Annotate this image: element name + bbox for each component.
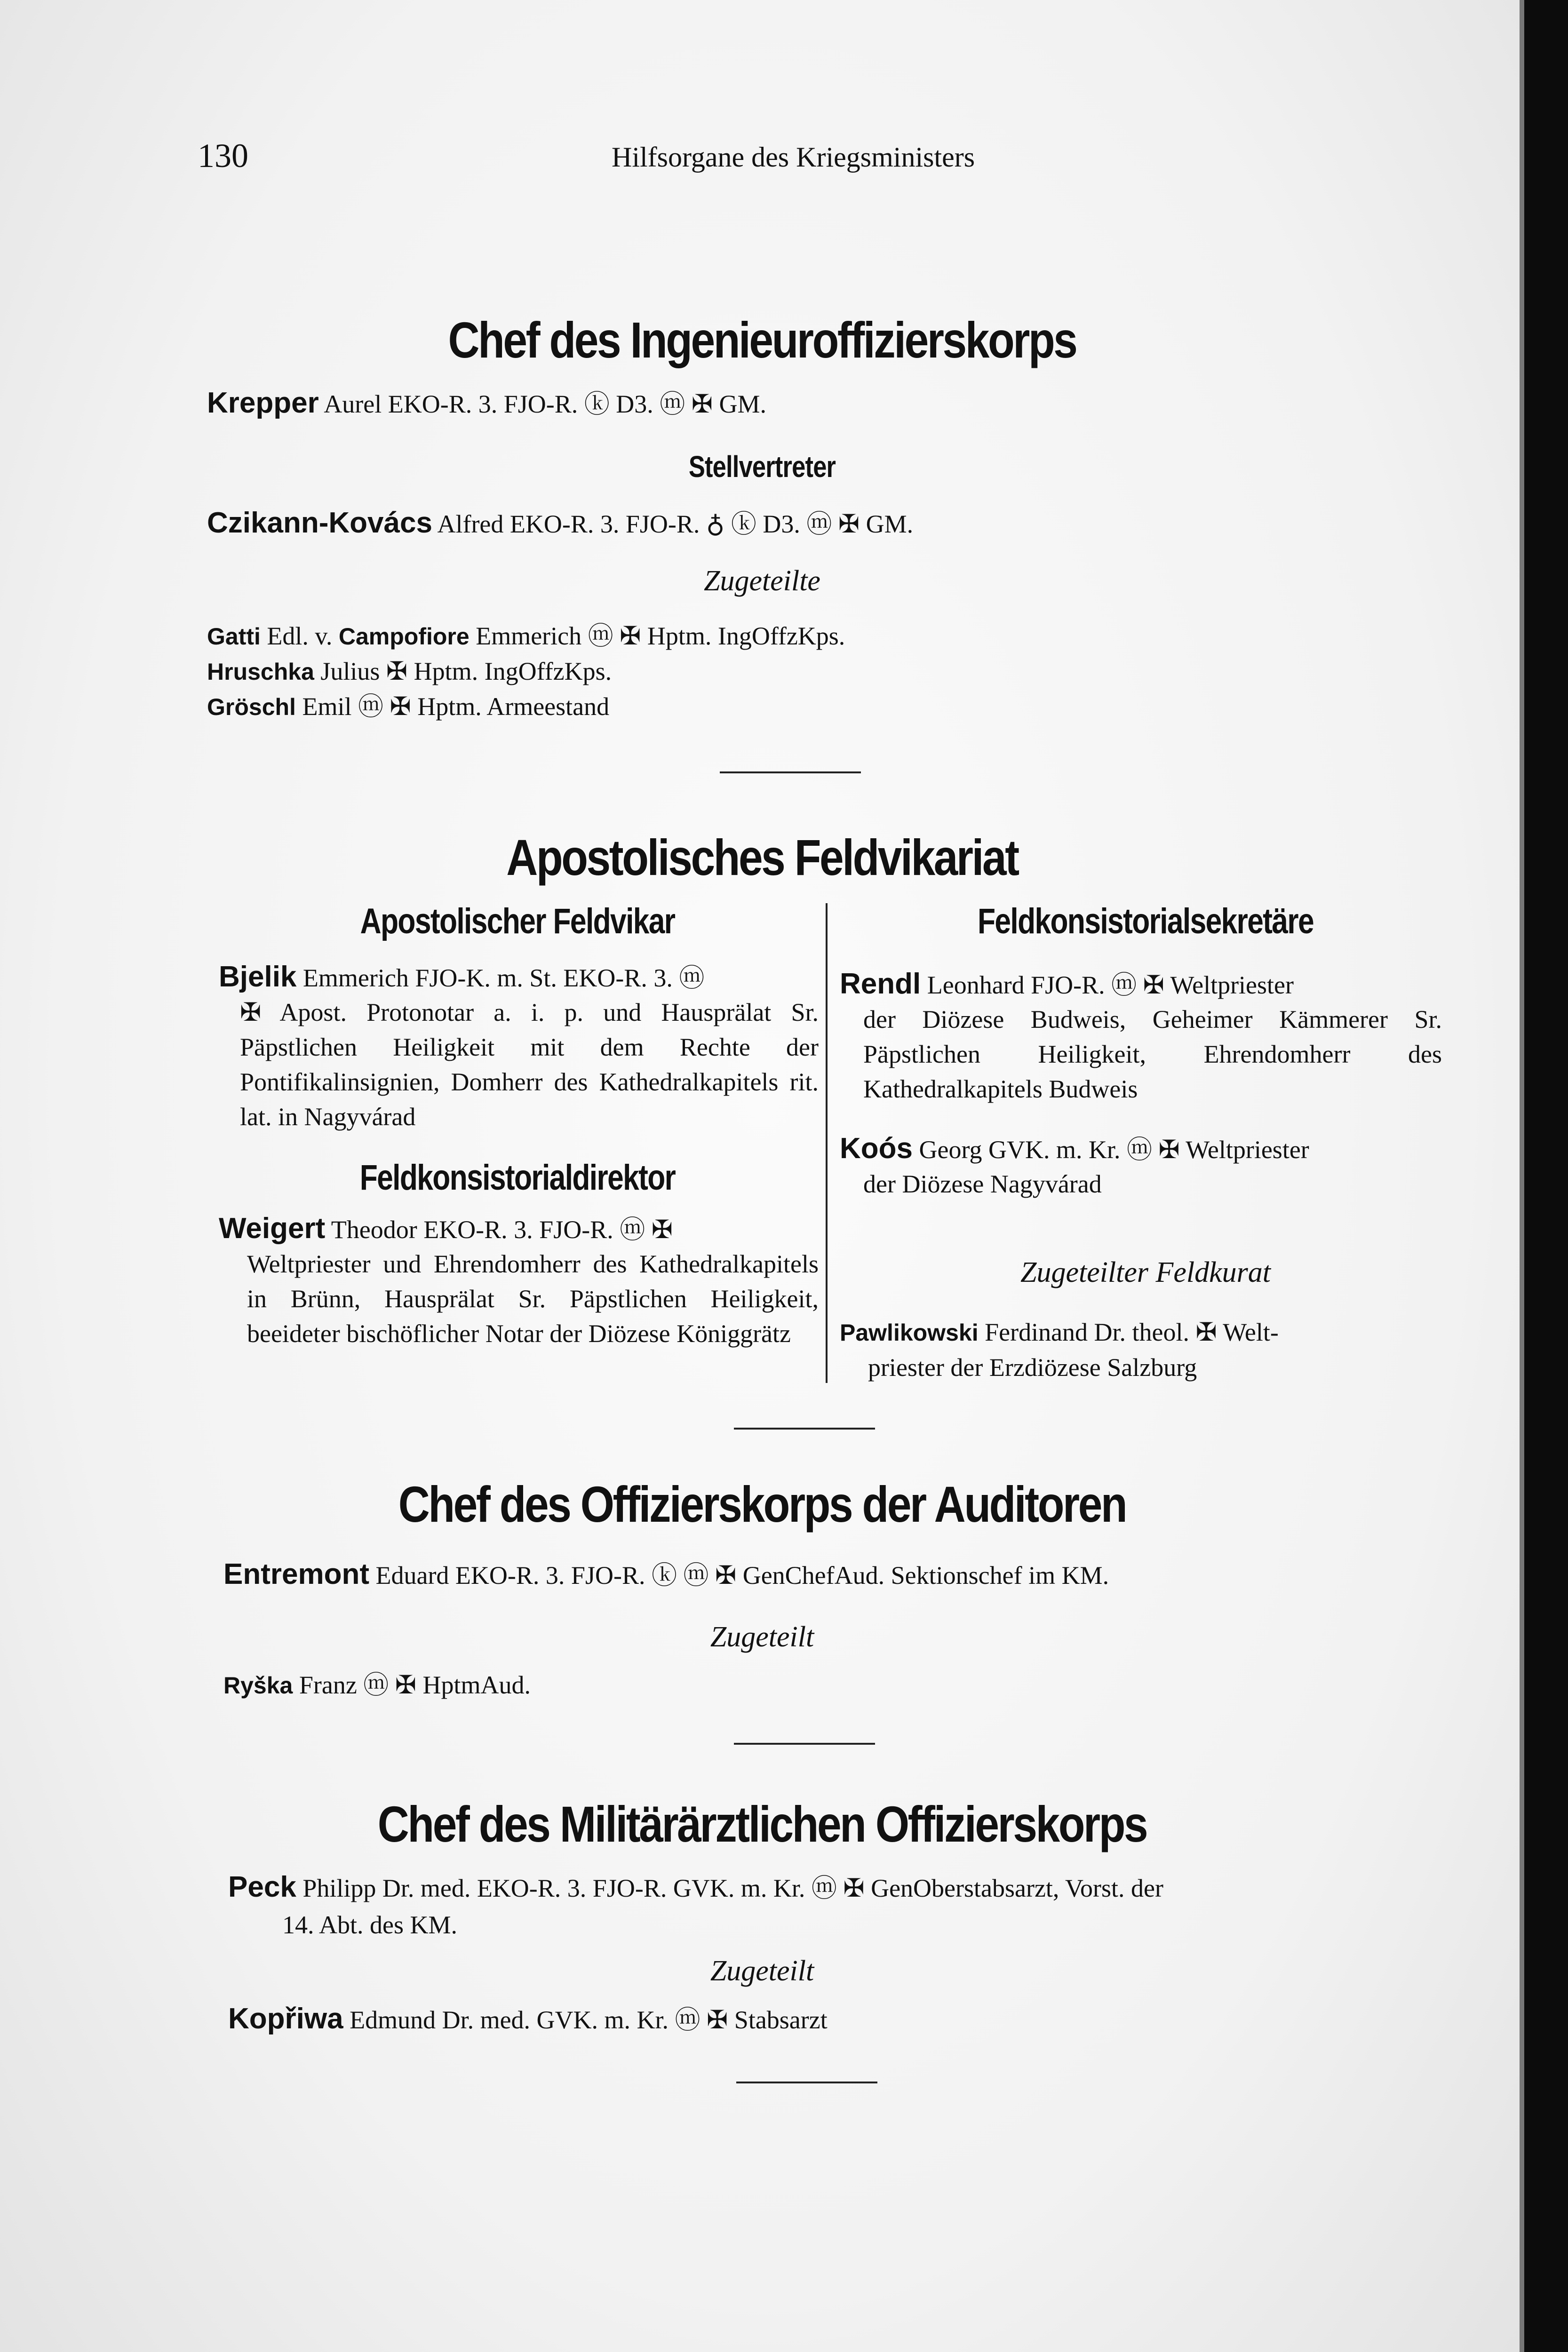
- surname: Gröschl: [207, 694, 296, 720]
- entry-koos: [840, 1131, 1309, 1167]
- entry-peck: [228, 1870, 1163, 1906]
- surname: Peck: [228, 1871, 296, 1903]
- section-title-ingenieur: Chef des Ingenieuroffizierskorps: [448, 311, 1076, 368]
- surname: Krepper: [207, 387, 319, 419]
- heading-zugeteilte: Zugeteilte: [704, 565, 820, 597]
- surname: Rendl: [840, 968, 921, 1000]
- heading-zugeteilt-auditoren: Zugeteilt: [710, 1621, 814, 1653]
- entry-details: Georg GVK. m. Kr. ⓜ ✠ Weltpriester: [919, 1136, 1309, 1164]
- entry-hruschka: [207, 654, 612, 689]
- surname: Czikann-Kovács: [207, 507, 432, 539]
- heading-zugeteilt-aerzte: Zugeteilt: [710, 1955, 814, 1987]
- surname: Weigert: [219, 1212, 326, 1245]
- entry-bjelik: [219, 960, 704, 995]
- scan-edge: [1524, 0, 1568, 2352]
- entry-ryska: [223, 1668, 531, 1703]
- entry-czikann-kovacs: [207, 506, 913, 541]
- weigert-description: Weltpriester und Ehrendomherr des Kathedralkapitels in Brünn, Hausprälat Sr. Päpstlichen Heiligkeit, beeideter bischöflicher Notar der Diözese Königgrätz: [247, 1250, 819, 1348]
- divider: [734, 1428, 875, 1430]
- entry-kopriwa: [228, 2002, 828, 2037]
- running-title: Hilfsorgane des Kriegsministers: [612, 142, 975, 173]
- entry-details: Franz ⓜ ✠ HptmAud.: [299, 1671, 531, 1699]
- entry-details: Theodor EKO-R. 3. FJO-R. ⓜ ✠: [331, 1216, 673, 1244]
- surname: Bjelik: [219, 961, 297, 993]
- rendl-description: der Diözese Budweis, Geheimer Kämmerer Sr. Päpstlichen Heiligkeit, Ehrendomherr des Kathedralkapitels Budweis: [863, 1005, 1442, 1103]
- surname: Kopřiwa: [228, 2002, 343, 2035]
- entry-details: Emil ⓜ ✠ Hptm. Armeestand: [295, 692, 610, 721]
- entry-details: Eduard EKO-R. 3. FJO-R. ⓚ ⓜ ✠ GenChefAud. Sektionschef im KM.: [375, 1561, 1109, 1589]
- entry-pawlikowski: [840, 1315, 1279, 1350]
- pawlikowski-description: priester der Erzdiözese Salzburg: [868, 1353, 1197, 1382]
- divider: [720, 771, 861, 773]
- surname-2: Campofiore: [338, 623, 470, 650]
- entry-details: Emmerich FJO-K. m. St. EKO-R. 3. ⓜ: [302, 964, 705, 992]
- surname: Koós: [840, 1132, 913, 1165]
- entry-groeschl: [207, 689, 609, 724]
- entry-weigert: [219, 1211, 673, 1247]
- entry-details: Leonhard FJO-R. ⓜ ✠ Weltpriester: [927, 971, 1294, 999]
- entry-rendl: [840, 967, 1294, 1002]
- entry-krepper: [207, 386, 766, 421]
- entry-details: Ferdinand Dr. theol. ✠ Welt-: [985, 1318, 1279, 1346]
- entry-details: Alfred EKO-R. 3. FJO-R. ♁ ⓚ D3. ⓜ ✠ GM.: [437, 510, 914, 538]
- bjelik-description: ✠ Apost. Protonotar a. i. p. und Hausprälat Sr. Päpstlichen Heiligkeit mit dem Rechte der Pontifikalinsignien, Domherr des Kathedralkapitels rit. lat. in Nagyvárad: [240, 998, 819, 1131]
- surname: Entremont: [223, 1558, 369, 1590]
- entry-details: Philipp Dr. med. EKO-R. 3. FJO-R. GVK. m. Kr. ⓜ ✠ GenOberstabsarzt, Vorst. der: [302, 1874, 1163, 1902]
- entry-details: Julius ✠ Hptm. IngOffzKps.: [314, 657, 612, 685]
- heading-zugeteilter-feldkurat: Zugeteilter Feldkurat: [1020, 1256, 1271, 1288]
- entry-details: Edmund Dr. med. GVK. m. Kr. ⓜ ✠ Stabsarzt: [350, 2006, 828, 2034]
- column-divider: [826, 903, 828, 1383]
- surname: Pawlikowski: [840, 1319, 979, 1346]
- entry-peck-continued: 14. Abt. des KM.: [282, 1911, 458, 1939]
- entry-details: Aurel EKO-R. 3. FJO-R. ⓚ D3. ⓜ ✠ GM.: [324, 390, 767, 418]
- scan-edge-shadow: [1520, 0, 1524, 2352]
- entry-entremont: [223, 1557, 1109, 1593]
- heading-feldkonsistorialdirektor: Feldkonsistorialdirektor: [359, 1158, 676, 1198]
- koos-description: der Diözese Nagyvárad: [863, 1170, 1102, 1198]
- section-title-militaeraerzte: Chef des Militärärztlichen Offizierskorps: [377, 1796, 1147, 1852]
- divider: [734, 1743, 875, 1745]
- heading-stellvertreter: Stellvertreter: [688, 450, 836, 484]
- section-title-auditoren: Chef des Offizierskorps der Auditoren: [398, 1476, 1126, 1533]
- surname: Ryška: [223, 1672, 293, 1699]
- section-title-feldvikariat: Apostolisches Feldvikariat: [506, 829, 1018, 886]
- divider: [736, 2082, 877, 2083]
- entry-details: Edl. v.: [260, 622, 339, 650]
- page-number: 130: [198, 137, 248, 175]
- heading-feldkonsistorialsekretaere: Feldkonsistorialsekretäre: [977, 901, 1314, 941]
- surname: Hruschka: [207, 659, 314, 685]
- entry-details-2: Emmerich ⓜ ✠ Hptm. IngOffzKps.: [469, 622, 845, 650]
- heading-feldvikar: Apostolischer Feldvikar: [360, 901, 675, 941]
- surname: Gatti: [207, 623, 261, 650]
- entry-gatti: [207, 619, 845, 654]
